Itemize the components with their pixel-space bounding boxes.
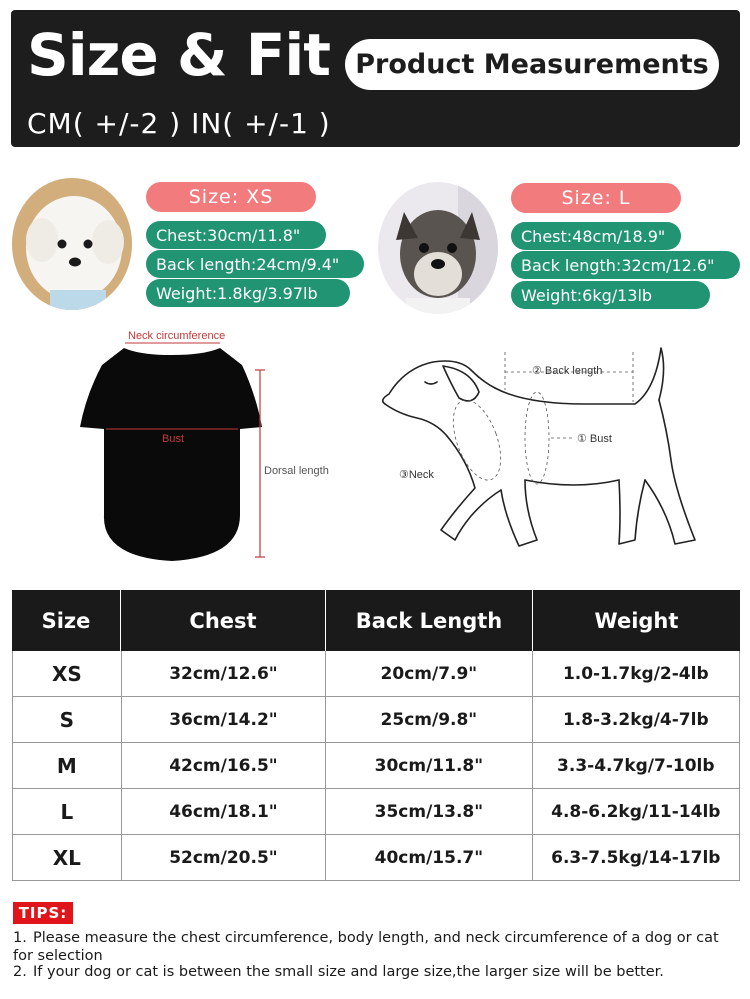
tip-2-text: If your dog or cat is between the small size and large size,the larger size will be better. [33,964,664,980]
header-chest: Chest [121,590,326,651]
cell-back-length: 20cm/7.9" [326,651,532,696]
dog-l-photo [378,182,498,314]
dog-xs-chest-tag: Chest:30cm/11.8" [146,221,326,249]
cell-chest: 32cm/12.6" [122,651,326,696]
shirt-measurement-diagram [70,325,340,570]
cell-weight: 4.8-6.2kg/11-14lb [551,801,721,822]
cell-weight: 1.8-3.2kg/4-7lb [562,709,709,730]
cell-back-length: 30cm/11.8" [326,743,532,788]
table-row [12,697,740,743]
dog-l-back-length-tag: Back length:32cm/12.6" [511,251,740,279]
dog-l-weight-tag: Weight:6kg/13lb [511,281,710,309]
cell-size: L [13,789,122,834]
bust-label: Bust [162,433,185,445]
dog-xs-size-tag: Size: XS [146,182,316,212]
back-length-label: ② Back length [532,365,603,377]
cell-chest: 46cm/18.1" [122,789,326,834]
product-measurements-pill: Product Measurements [345,39,719,90]
dorsal-length-label: Dorsal length [264,465,329,477]
tips-badge: TIPS: [13,902,73,924]
dog-xs-back-length-tag: Back length:24cm/9.4" [146,250,364,278]
neck-circumference-label: Neck circumference [128,330,226,342]
dog-xs-photo [12,178,132,310]
page-title: Size & Fit [27,21,330,89]
cell-weight: 3.3-4.7kg/7-10lb [557,755,715,776]
header-weight: Weight [594,608,679,633]
dog-xs-weight-tag: Weight:1.8kg/3.97lb [146,279,350,307]
dog-l-chest-tag: Chest:48cm/18.9" [511,222,681,250]
cell-size: M [13,743,122,788]
shirt-illustration [70,325,340,570]
tip-1-number: 1. [13,930,27,946]
tip-1-text: Please measure the chest circumference, body length, and neck circumference of a dog or cat for selection [13,930,719,964]
cell-weight: 1.0-1.7kg/2-4lb [562,663,709,684]
table-row [12,743,740,789]
cell-back-length: 25cm/9.8" [326,697,532,742]
units-note: CM( +/-2 ) IN( +/-1 ) [27,107,331,140]
neck-position-label: ③Neck [399,469,434,481]
table-header [12,590,740,651]
dog-measurement-diagram [375,340,715,565]
table-row [12,835,740,881]
cell-chest: 36cm/14.2" [122,697,326,742]
cell-chest: 52cm/20.5" [122,835,326,880]
table-row [12,651,740,697]
dog-l-size-tag: Size: L [511,183,681,213]
cell-back-length: 40cm/15.7" [326,835,532,880]
header-banner [11,10,740,147]
tip-1 [13,929,733,965]
header-size: Size [12,590,121,651]
cell-size: XL [13,835,122,880]
bust-position-label: ① Bust [577,433,612,445]
cell-size: XS [13,651,122,696]
cell-chest: 42cm/16.5" [122,743,326,788]
tip-2 [13,963,733,981]
cell-back-length: 35cm/13.8" [326,789,532,834]
size-table [12,590,740,881]
header-back-length: Back Length [326,590,533,651]
cell-weight: 6.3-7.5kg/14-17lb [551,847,721,868]
tip-2-number: 2. [13,964,27,980]
table-row [12,789,740,835]
cell-size: S [13,697,122,742]
